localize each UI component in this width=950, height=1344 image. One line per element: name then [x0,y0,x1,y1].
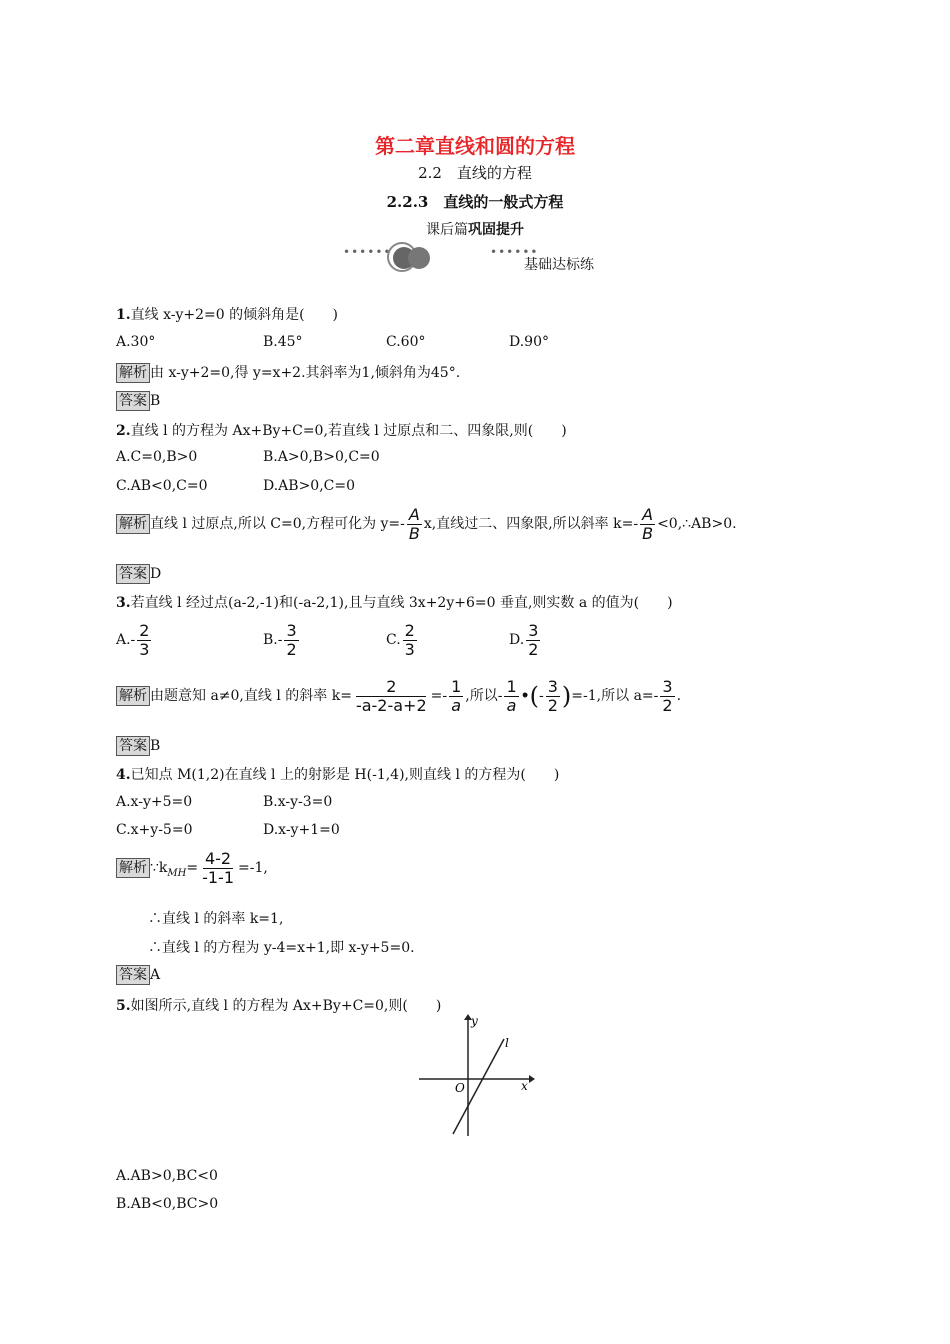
section-title: 2.2 直线的方程 [418,164,532,182]
q2-analysis: 解析 直线 l 过原点,所以 C=0,方程可化为 y=- $\frac{A}{B}$ x,直线过二、四象限,所以斜率 k=- $\frac{A}{B}$ <0,∴AB>0. [116,506,737,542]
banner-circles-icon [385,240,435,272]
q3-option-a: A.- $\frac{2}{3}$ [116,621,150,659]
answer-tag: 答案 [116,564,150,584]
q3-slope-fraction: $\frac{2}{-a-2-a+2}$ [355,677,427,715]
q4-analysis-line2: ∴直线 l 的斜率 k=1, [148,911,284,927]
q2-fraction-a-over-b: $\frac{A}{B}$ [408,505,420,543]
analysis-tag: 解析 [116,363,150,383]
q2-option-a: A.C=0,B>0 [116,449,198,465]
q1-option-c: C.60° [386,334,426,350]
q4-option-c: C.x+y-5=0 [116,822,193,838]
q4-option-d: D.x-y+1=0 [263,822,340,838]
q5-option-b: B.AB<0,BC>0 [116,1196,219,1212]
practice-prefix: 课后篇 [426,222,468,238]
q2-option-b: B.A>0,B>0,C=0 [263,449,380,465]
practice-heading [0,219,950,239]
practice-bold: 巩固提升 [468,222,524,238]
q4-analysis-line3: ∴直线 l 的方程为 y-4=x+1,即 x-y+5=0. [148,940,415,956]
banner-dots-left: •••••• [343,245,392,259]
q5-stem: 5.如图所示,直线 l 的方程为 Ax+By+C=0,则( ) [116,998,442,1014]
origin-label: O [455,1081,465,1095]
q5-option-a: A.AB>0,BC<0 [116,1168,218,1184]
q5-coordinate-figure [415,1012,535,1138]
q3-option-d: D. $\frac{3}{2}$ [509,621,539,659]
answer-tag: 答案 [116,965,150,985]
q3-answer: 答案 B [116,736,160,756]
q1-answer: 答案 B [116,391,160,411]
q2-stem: 2.直线 l 的方程为 Ax+By+C=0,若直线 l 过原点和二、四象限,则( ) [116,423,567,439]
q4-option-b: B.x-y-3=0 [263,794,333,810]
q4-analysis-line1: 解析 $\because k_{MH}=$ $\frac{4-2}{-1-1}$ =-1, [116,850,268,886]
x-axis-arrow [529,1075,535,1083]
q1-option-b: B.45° [263,334,303,350]
q2-option-d: D.AB>0,C=0 [263,478,356,494]
q4-slope-fraction: $\frac{4-2}{-1-1}$ [202,849,234,887]
banner-dots-right: •••••• [490,245,539,259]
q1-analysis: 解析 由 x-y+2=0,得 y=x+2.其斜率为1,倾斜角为45°. [116,362,460,383]
q1-stem: 1.直线 x-y+2=0 的倾斜角是( ) [116,307,339,323]
answer-tag: 答案 [116,736,150,756]
analysis-tag: 解析 [116,514,150,534]
y-label: y [471,1014,478,1028]
subsection-title: 2.2.3 直线的一般式方程 [386,193,564,211]
q4-stem: 4.已知点 M(1,2)在直线 l 上的射影是 H(-1,4),则直线 l 的方程为( ) [116,767,560,783]
q1-option-d: D.90° [509,334,549,350]
analysis-tag: 解析 [116,858,150,878]
q3-stem: 3.若直线 l 经过点(a-2,-1)和(-a-2,1),且与直线 3x+2y+6=0 垂直,则实数 a 的值为( ) [116,595,673,611]
chapter-title: 第二章直线和圆的方程 [375,134,575,158]
answer-tag: 答案 [116,391,150,411]
analysis-tag: 解析 [116,686,150,706]
q4-answer: 答案 A [116,965,160,985]
q2-option-c: C.AB<0,C=0 [116,478,208,494]
q3-analysis: 解析 由题意知 a≠0,直线 l 的斜率 k= $\frac{2}{-a-2-a+2}$ =- $\frac{1}{a}$ ,所以- $\frac{1}{a}$ •(- $\frac{3}{2}$ )=-1,所以 a=- $\frac{3}{2}$ . [116,678,681,714]
q3-option-b: B.- $\frac{3}{2}$ [263,621,297,659]
banner-label: 基础达标练 [524,257,594,273]
q3-option-c: C. $\frac{2}{3}$ [386,621,415,659]
q1-option-a: A.30° [116,334,156,350]
line-label: l [505,1036,509,1050]
x-label: x [521,1079,528,1093]
q4-option-a: A.x-y+5=0 [116,794,193,810]
q2-fraction-a-over-b-2: $\frac{A}{B}$ [642,505,654,543]
q2-answer: 答案 D [116,564,161,584]
